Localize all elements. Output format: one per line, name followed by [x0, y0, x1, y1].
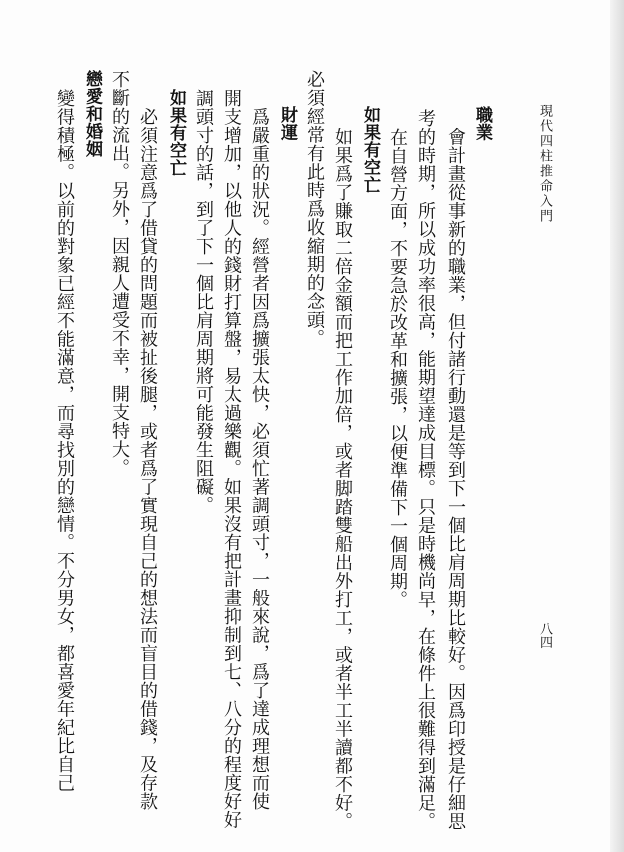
- section-heading-career: 職業: [472, 106, 492, 141]
- text-column: 不斷的流出。另外，因親人遭受不幸，開支特大。: [109, 70, 130, 477]
- text-column: 在自營方面，不要急於改革和擴張，以便準備下一個周期。: [387, 128, 408, 609]
- text-column: 開支增加，以他人的錢財打算盤，易太過樂觀。如果沒有把計畫抑制到七、八分的程度好好: [221, 89, 242, 829]
- text-column: 爲嚴重的狀況。經營者因爲擴張太快，必須忙著調頭寸，一般來說，爲了達成理想而使: [249, 89, 270, 811]
- section-heading-wealth: 財運: [277, 106, 297, 141]
- text-column: 調頭寸的話，到了下一個比肩周期將可能發生阻礙。: [193, 89, 214, 515]
- text-column: 必須注意爲了借貸的問題而被扯後腿，或者爲了實現自己的想法而盲目的借錢，及存款: [137, 89, 158, 811]
- running-head: 現代四柱推命入門: [537, 104, 552, 224]
- subsection-heading-kuwang: 如果有空亡: [360, 106, 380, 194]
- subsection-heading-kuwang: 如果有空亡: [166, 89, 186, 177]
- text-column: 必須經常有此時爲收縮期的念頭。: [304, 70, 325, 348]
- page-edge: [610, 0, 624, 852]
- page-number: 八四: [537, 622, 552, 649]
- text-column: 考的時期，所以成功率很高，能期望達成目標。只是時機尚早，在條件上很難得到滿足。: [415, 109, 436, 831]
- text-column: 變得積極。以前的對象已經不能滿意，而尋找別的戀情。不分男女，都喜愛年紀比自己: [54, 89, 75, 792]
- text-column: 會計畫從事新的職業，但付諸行動還是等到下一個比肩周期比較好。因爲印授是仔細思: [445, 109, 466, 831]
- section-heading-love-marriage: 戀愛和婚姻: [82, 70, 102, 158]
- text-column: 如果爲了賺取二倍金額而把工作加倍，或者脚踏雙船出外打工，或者半工半讀都不好。: [332, 109, 353, 831]
